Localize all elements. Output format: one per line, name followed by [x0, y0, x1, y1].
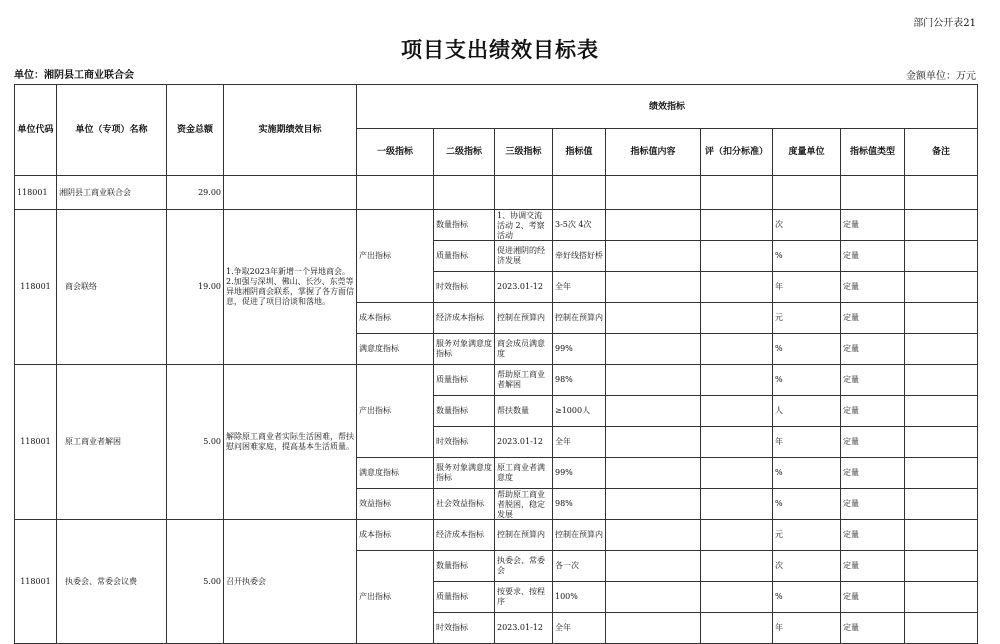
level1-indicator: 满意度指标	[357, 458, 434, 489]
level2-indicator: 时效指标	[434, 613, 495, 644]
value-type: 定量	[841, 582, 905, 613]
score-standard	[701, 427, 773, 458]
page-title: 项目支出绩效目标表	[401, 38, 599, 62]
indicator-content	[606, 520, 701, 551]
level2-indicator: 时效指标	[434, 427, 495, 458]
indicator-value: 全年	[553, 427, 606, 458]
table-row	[15, 210, 978, 241]
project-name: 执委会、常委会议费	[57, 520, 167, 644]
header-code: 单位代码	[15, 85, 57, 176]
measure-unit: %	[773, 334, 841, 365]
header-content: 指标值内容	[606, 129, 701, 176]
note	[905, 272, 978, 303]
level1-indicator: 成本指标	[357, 303, 434, 334]
level3-indicator: 帮助原工商业者解困	[495, 365, 553, 396]
indicator-content	[606, 272, 701, 303]
level3-indicator: 帮助原工商业者脱困，稳定发展	[495, 489, 553, 520]
score-standard	[701, 551, 773, 582]
project-total: 5.00	[167, 365, 224, 520]
indicator-content	[606, 303, 701, 334]
score-standard	[701, 396, 773, 427]
unit-label: 单位：湘阴县工商业联合会	[14, 70, 134, 81]
level2-indicator: 数量指标	[434, 551, 495, 582]
dept-row	[15, 176, 978, 210]
measure-unit: 年	[773, 427, 841, 458]
indicator-value: 99%	[553, 458, 606, 489]
indicator-value: ≥1000人	[553, 396, 606, 427]
project-goal: 解除原工商业者实际生活困难，帮扶慰问困难家庭，提高基本生活质量。	[224, 365, 357, 520]
measure-unit: 次	[773, 210, 841, 241]
header-level3: 三级指标	[495, 129, 553, 176]
level2-indicator: 质量指标	[434, 241, 495, 272]
level2-indicator: 经济成本指标	[434, 520, 495, 551]
indicator-content	[606, 396, 701, 427]
project-code: 118001	[15, 520, 57, 644]
measure-unit: 元	[773, 520, 841, 551]
note	[905, 303, 978, 334]
table-row	[15, 365, 978, 396]
note	[905, 365, 978, 396]
measure-unit: %	[773, 458, 841, 489]
indicator-value: 全年	[553, 272, 606, 303]
level3-indicator: 促进湘阴的经济发展	[495, 241, 553, 272]
header-measure: 度量单位	[773, 129, 841, 176]
value-type: 定量	[841, 210, 905, 241]
score-standard	[701, 241, 773, 272]
value-type: 定量	[841, 613, 905, 644]
measure-unit: 年	[773, 272, 841, 303]
value-type: 定量	[841, 241, 905, 272]
project-total: 19.00	[167, 210, 224, 365]
level2-indicator: 服务对象满意度指标	[434, 334, 495, 365]
value-type: 定量	[841, 427, 905, 458]
header-performance: 绩效指标	[357, 85, 978, 129]
level2-indicator: 质量指标	[434, 582, 495, 613]
level1-indicator: 产出指标	[357, 365, 434, 458]
measure-unit: 年	[773, 613, 841, 644]
level2-indicator: 数量指标	[434, 210, 495, 241]
level3-indicator: 商会成员满意度	[495, 334, 553, 365]
measure-unit: 元	[773, 303, 841, 334]
header-value: 指标值	[553, 129, 606, 176]
level1-indicator: 产出指标	[357, 210, 434, 303]
header-goal: 实施期绩效目标	[224, 85, 357, 176]
level3-indicator: 控制在预算内	[495, 303, 553, 334]
note	[905, 613, 978, 644]
level3-indicator: 2023.01-12	[495, 427, 553, 458]
measure-unit: %	[773, 241, 841, 272]
level2-indicator: 经济成本指标	[434, 303, 495, 334]
score-standard	[701, 520, 773, 551]
indicator-content	[606, 613, 701, 644]
project-name: 原工商业者解困	[57, 365, 167, 520]
value-type: 定量	[841, 396, 905, 427]
indicator-content	[606, 365, 701, 396]
indicator-value: 牵好线搭好桥	[553, 241, 606, 272]
indicator-content	[606, 210, 701, 241]
note	[905, 489, 978, 520]
level3-indicator: 执委会、常委会	[495, 551, 553, 582]
dept-code: 118001	[15, 176, 57, 210]
score-standard	[701, 334, 773, 365]
indicator-content	[606, 241, 701, 272]
indicator-value: 控制在预算内	[553, 520, 606, 551]
level3-indicator: 原工商业者满意度	[495, 458, 553, 489]
performance-table	[14, 84, 978, 644]
indicator-content	[606, 551, 701, 582]
indicator-value: 全年	[553, 613, 606, 644]
header-name: 单位（专项）名称	[57, 85, 167, 176]
table-row	[15, 520, 978, 551]
indicator-value: 各一次	[553, 551, 606, 582]
header-note: 备注	[905, 129, 978, 176]
score-standard	[701, 582, 773, 613]
note	[905, 520, 978, 551]
header-level1: 一级指标	[357, 129, 434, 176]
value-type: 定量	[841, 458, 905, 489]
level2-indicator: 社会效益指标	[434, 489, 495, 520]
header-score: 评（扣分标准）	[701, 129, 773, 176]
note	[905, 210, 978, 241]
indicator-content	[606, 489, 701, 520]
indicator-content	[606, 334, 701, 365]
level3-indicator: 控制在预算内	[495, 520, 553, 551]
level2-indicator: 质量指标	[434, 365, 495, 396]
project-code: 118001	[15, 210, 57, 365]
level3-indicator: 2023.01-12	[495, 613, 553, 644]
level1-indicator: 效益指标	[357, 489, 434, 520]
indicator-value: 99%	[553, 334, 606, 365]
note	[905, 551, 978, 582]
dept-total: 29.00	[167, 176, 224, 210]
level1-indicator: 满意度指标	[357, 334, 434, 365]
dept-name: 湘阴县工商业联合会	[57, 176, 167, 210]
score-standard	[701, 210, 773, 241]
level2-indicator: 时效指标	[434, 272, 495, 303]
score-standard	[701, 272, 773, 303]
project-name: 商会联络	[57, 210, 167, 365]
score-standard	[701, 303, 773, 334]
measure-unit: %	[773, 489, 841, 520]
measure-unit: %	[773, 365, 841, 396]
money-unit-label: 金额单位：万元	[906, 71, 976, 82]
note	[905, 241, 978, 272]
header-total: 资金总额	[167, 85, 224, 176]
measure-unit: %	[773, 582, 841, 613]
note	[905, 427, 978, 458]
level3-indicator: 1、协调交流活动 2、考察活动	[495, 210, 553, 241]
project-total: 5.00	[167, 520, 224, 644]
level3-indicator: 帮扶数量	[495, 396, 553, 427]
indicator-content	[606, 427, 701, 458]
indicator-value: 98%	[553, 365, 606, 396]
score-standard	[701, 613, 773, 644]
score-standard	[701, 365, 773, 396]
value-type: 定量	[841, 520, 905, 551]
project-goal: 1.争取2023年新增一个异地商会。 2.加强与深圳、佛山、长沙、东莞等异地湘阴商会联系，掌握了各方面信息，促进了项目洽谈和落地。	[224, 210, 357, 365]
value-type: 定量	[841, 489, 905, 520]
level1-indicator: 成本指标	[357, 520, 434, 551]
score-standard	[701, 458, 773, 489]
indicator-value: 控制在预算内	[553, 303, 606, 334]
value-type: 定量	[841, 272, 905, 303]
measure-unit: 次	[773, 551, 841, 582]
table-number-label: 部门公开表21	[913, 18, 976, 29]
indicator-value: 100%	[553, 582, 606, 613]
note	[905, 334, 978, 365]
score-standard	[701, 489, 773, 520]
indicator-value: 3-5次 4次	[553, 210, 606, 241]
level2-indicator: 数量指标	[434, 396, 495, 427]
indicator-content	[606, 582, 701, 613]
measure-unit: 人	[773, 396, 841, 427]
level3-indicator: 2023.01-12	[495, 272, 553, 303]
level1-indicator: 产出指标	[357, 551, 434, 644]
value-type: 定量	[841, 303, 905, 334]
level2-indicator: 服务对象满意度指标	[434, 458, 495, 489]
level3-indicator: 按要求、按程序	[495, 582, 553, 613]
header-level2: 二级指标	[434, 129, 495, 176]
project-goal: 召开执委会	[224, 520, 357, 644]
value-type: 定量	[841, 551, 905, 582]
note	[905, 396, 978, 427]
value-type: 定量	[841, 334, 905, 365]
value-type: 定量	[841, 365, 905, 396]
indicator-value: 98%	[553, 489, 606, 520]
header-type: 指标值类型	[841, 129, 905, 176]
indicator-content	[606, 458, 701, 489]
project-code: 118001	[15, 365, 57, 520]
note	[905, 458, 978, 489]
note	[905, 582, 978, 613]
